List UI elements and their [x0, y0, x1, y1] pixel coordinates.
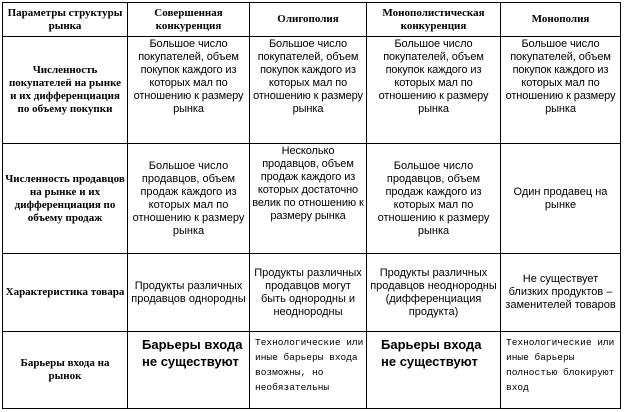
cell-barriers-perfect: Барьеры входа не существуют [128, 332, 250, 409]
header-monopolistic-competition: Монополистическая конкуренция [367, 3, 501, 37]
cell-buyers-monopoly: Большое число покупателей, объем покупок каждого из которых мал по отношению к размеру рынка [501, 37, 621, 144]
table-row [3, 332, 621, 409]
header-parameters: Параметры структуры рынка [3, 3, 128, 37]
table-row [3, 144, 621, 254]
header-perfect-competition: Совершенная конкуренция [128, 3, 250, 37]
cell-buyers-perfect: Большое число покупателей, объем покупок каждого из которых мал по отношению к размеру рынка [128, 37, 250, 144]
cell-barriers-monopoly: Технологические или иные барьеры полностью блокируют вход [501, 332, 621, 409]
cell-barriers-monopolistic: Барьеры входа не существуют [367, 332, 501, 409]
cell-sellers-monopoly: Один продавец на рынке [501, 144, 621, 254]
table-row [3, 254, 621, 332]
cell-product-monopoly: Не существует близких продуктов – заменителей товаров [501, 254, 621, 332]
row-param-product: Характеристика товара [3, 254, 128, 332]
cell-sellers-perfect: Большое число продавцов, объем продаж каждого из которых мал по отношению к размеру рынка [128, 144, 250, 254]
row-param-sellers: Численность продавцов на рынке и их дифференциация по объему продаж [3, 144, 128, 254]
header-monopoly: Монополия [501, 3, 621, 37]
market-structure-table [2, 2, 621, 409]
cell-product-monopolistic: Продукты различных продавцов неоднородны (дифференциация продукта) [367, 254, 501, 332]
cell-product-perfect: Продукты различных продавцов однородны [128, 254, 250, 332]
cell-buyers-oligopoly: Большое число покупателей, объем покупок каждого из которых мал по отношению к размеру рынка [250, 37, 367, 144]
row-param-buyers: Численность покупателей на рынке и их дифференциация по объему покупки [3, 37, 128, 144]
cell-product-oligopoly: Продукты различных продавцов могут быть однородны и неоднородны [250, 254, 367, 332]
cell-buyers-monopolistic: Большое число покупателей, объем покупок каждого из которых мал по отношению к размеру рынка [367, 37, 501, 144]
cell-barriers-oligopoly: Технологические или иные барьеры входа возможны, но необязательны [250, 332, 367, 409]
cell-sellers-oligopoly: Несколько продавцов, объем продаж каждого из которых достаточно велик по отношению к размеру рынка [250, 144, 367, 254]
table-header-row [3, 3, 621, 37]
row-param-barriers: Барьеры входа на рынок [3, 332, 128, 409]
cell-sellers-monopolistic: Большое число продавцов, объем продаж каждого из которых мал по отношению к размеру рынка [367, 144, 501, 254]
table-row [3, 37, 621, 144]
header-oligopoly: Олигополия [250, 3, 367, 37]
